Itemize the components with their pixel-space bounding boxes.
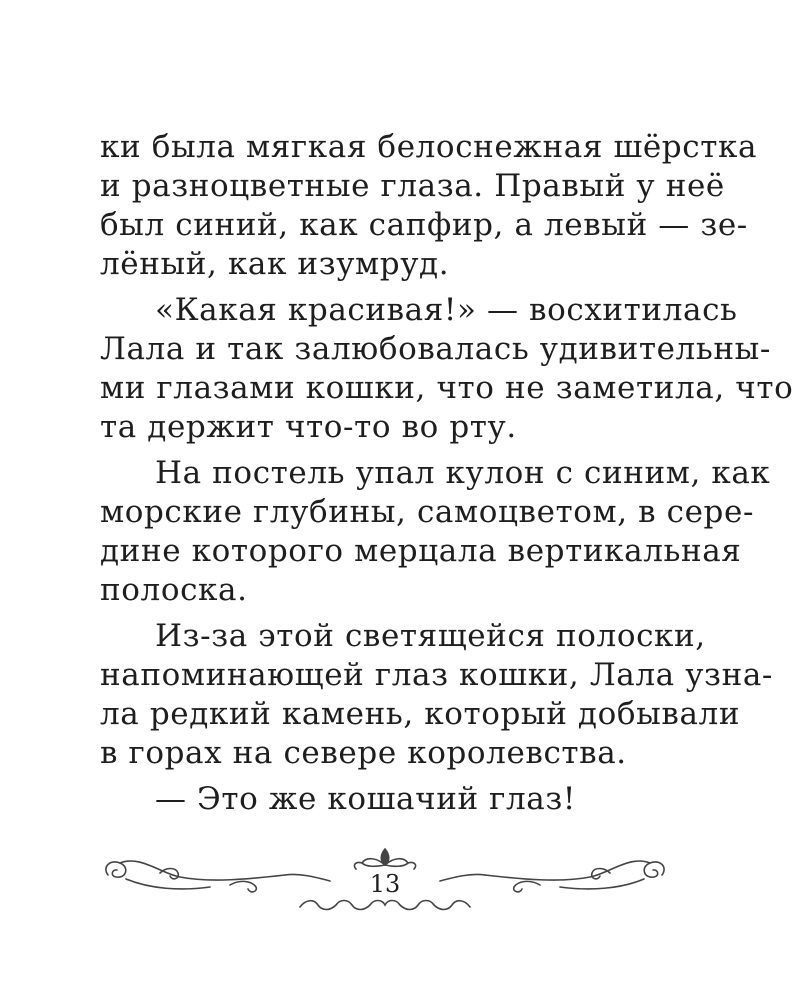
text-line: Лала и так залюбовалась удивительны- [100, 331, 771, 367]
text-line: «Какая красивая!» — восхитилась [155, 292, 738, 328]
text-line: та держит что-то во рту. [100, 409, 517, 445]
text-line: морские глубины, самоцветом, в сере- [100, 494, 755, 530]
text-line: На постель упал кулон с синим, как [155, 455, 771, 491]
text-line: был синий, как сапфир, а левый — зе- [100, 207, 748, 243]
text-line: ла редкий камень, который добывали [100, 696, 741, 732]
paragraph [100, 780, 670, 819]
paragraph [100, 128, 758, 284]
paragraph [100, 291, 794, 447]
text-line: ки была мягкая белоснежная шёрстка [100, 129, 758, 165]
text-line: — Это же кошачий глаз! [155, 781, 576, 817]
text-line: ми глазами кошки, что не заметила, что [100, 370, 794, 406]
text-line: напоминающей глаз кошки, Лала узна- [100, 657, 773, 693]
page-number: 13 [369, 870, 401, 898]
text-line: Из-за этой светящейся полоски, [155, 618, 706, 654]
body-text [100, 128, 794, 819]
text-line: полоска. [100, 572, 248, 608]
paragraph [100, 617, 773, 773]
paragraph [100, 454, 771, 610]
text-line: лёный, как изумруд. [100, 246, 450, 282]
text-line: в горах на севере королевства. [100, 735, 627, 771]
page-footer [100, 845, 670, 925]
text-line: дине которого мерцала вертикальная [100, 533, 742, 569]
text-line: и разноцветные глаза. Правый у неё [100, 168, 725, 204]
